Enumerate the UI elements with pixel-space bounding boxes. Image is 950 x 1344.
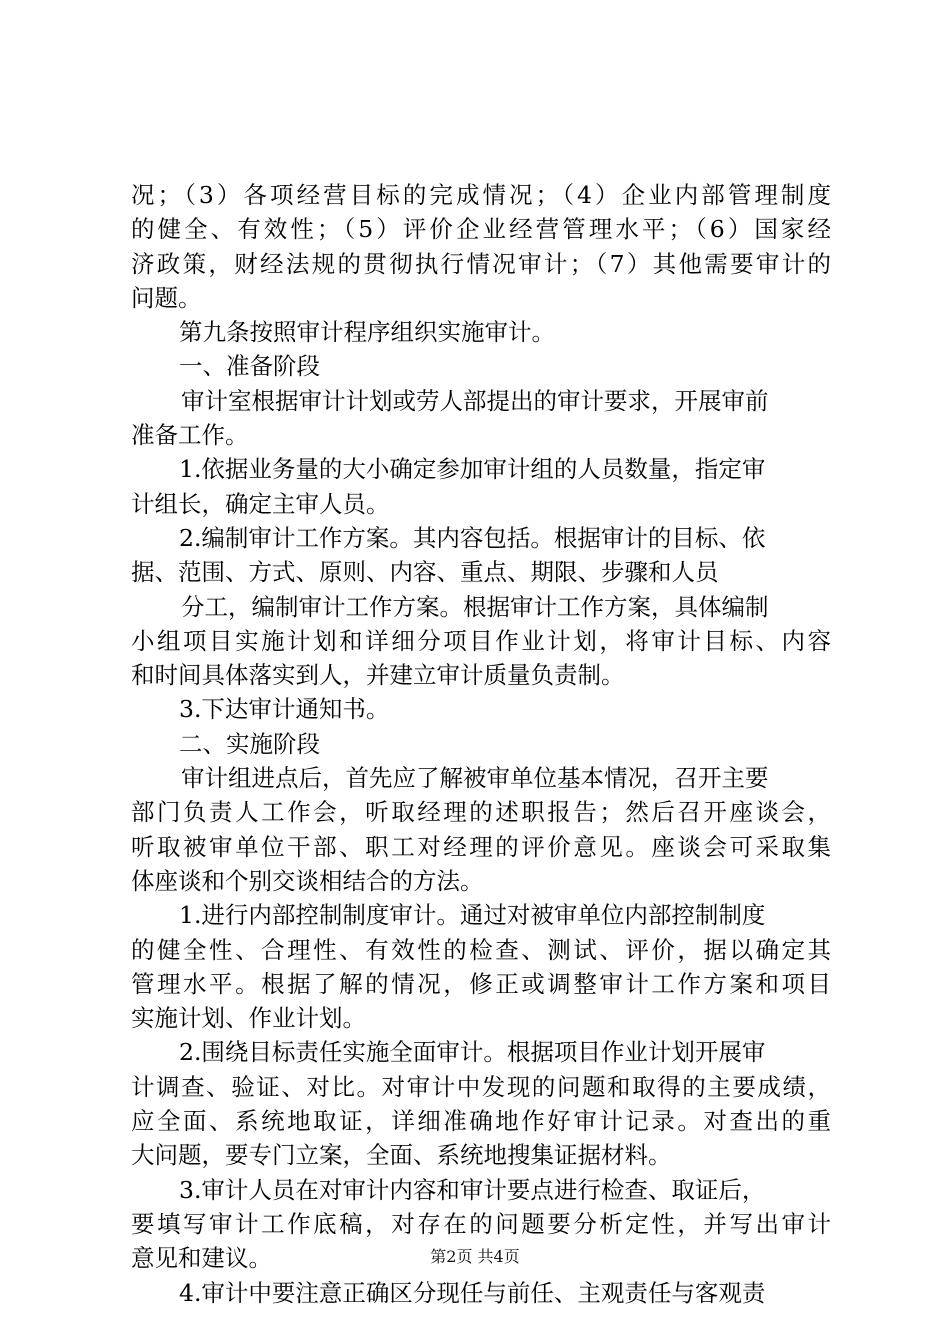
text-line: 听取被审单位干部、职工对经理的评价意见。座谈会可采取集 [131,832,831,861]
text-line: 审计组进点后，首先应了解被审单位基本情况，召开主要 [181,764,769,793]
text-line: 据、范围、方式、原则、内容、重点、期限、步骤和人员 [131,558,719,587]
document-body [131,178,831,1310]
text-line: 体座谈和个别交谈相结合的方法。 [131,866,484,895]
text-line: 实施计划、作业计划。 [131,1004,366,1033]
text-line: 计调查、验证、对比。对审计中发现的问题和取得的主要成绩， [131,1072,831,1101]
text-line: 意见和建议。 [131,1244,272,1273]
text-line: 审计室根据审计计划或劳人部提出的审计要求，开展审前 [181,386,769,415]
text-line: 部门负责人工作会，听取经理的述职报告；然后召开座谈会， [131,798,831,827]
section-heading: 二、实施阶段 [179,729,320,758]
text-line: 的健全、有效性；（5）评价企业经营管理水平；（6）国家经 [131,215,831,244]
list-item: 2.围绕目标责任实施全面审计。根据项目作业计划开展审 [179,1038,766,1067]
list-item: 3.审计人员在对审计内容和审计要点进行检查、取证后， [179,1175,766,1204]
text-line: 应全面、系统地取证，详细准确地作好审计记录。对查出的重 [131,1107,831,1136]
text-line: 要填写审计工作底稿，对存在的问题要分析定性，并写出审计 [131,1209,831,1238]
text-line: 计组长，确定主审人员。 [131,489,390,518]
list-item: 4.审计中要注意正确区分现任与前任、主观责任与客观责 [179,1278,766,1307]
text-line: 济政策，财经法规的贯彻执行情况审计；（7）其他需要审计的 [131,249,831,278]
page-number: 第2页 共4页 [430,1247,520,1266]
text-line: 分工，编制审计工作方案。根据审计工作方案，具体编制 [181,592,769,621]
text-line: 和时间具体落实到人，并建立审计质量负责制。 [131,661,625,690]
text-line: 大问题，要专门立案，全面、系统地搜集证据材料。 [131,1141,672,1170]
list-item: 3.下达审计通知书。 [179,695,390,724]
list-item: 2.编制审计工作方案。其内容包括。根据审计的目标、依 [179,523,766,552]
text-line: 的健全性、合理性、有效性的检查、测试、评价，据以确定其 [131,935,831,964]
list-item: 1.进行内部控制制度审计。通过对被审单位内部控制制度 [179,901,766,930]
list-item: 1.依据业务量的大小确定参加审计组的人员数量，指定审 [179,455,766,484]
text-line: 问题。 [131,283,202,312]
section-heading: 一、准备阶段 [179,352,320,381]
article-heading: 第九条按照审计程序组织实施审计。 [179,318,555,347]
text-line: 准备工作。 [131,421,249,450]
text-line: 管理水平。根据了解的情况，修正或调整审计工作方案和项目 [131,969,831,998]
text-line: 况；（3）各项经营目标的完成情况；（4）企业内部管理制度 [131,181,831,209]
text-line: 小组项目实施计划和详细分项目作业计划，将审计目标、内容 [131,626,831,655]
